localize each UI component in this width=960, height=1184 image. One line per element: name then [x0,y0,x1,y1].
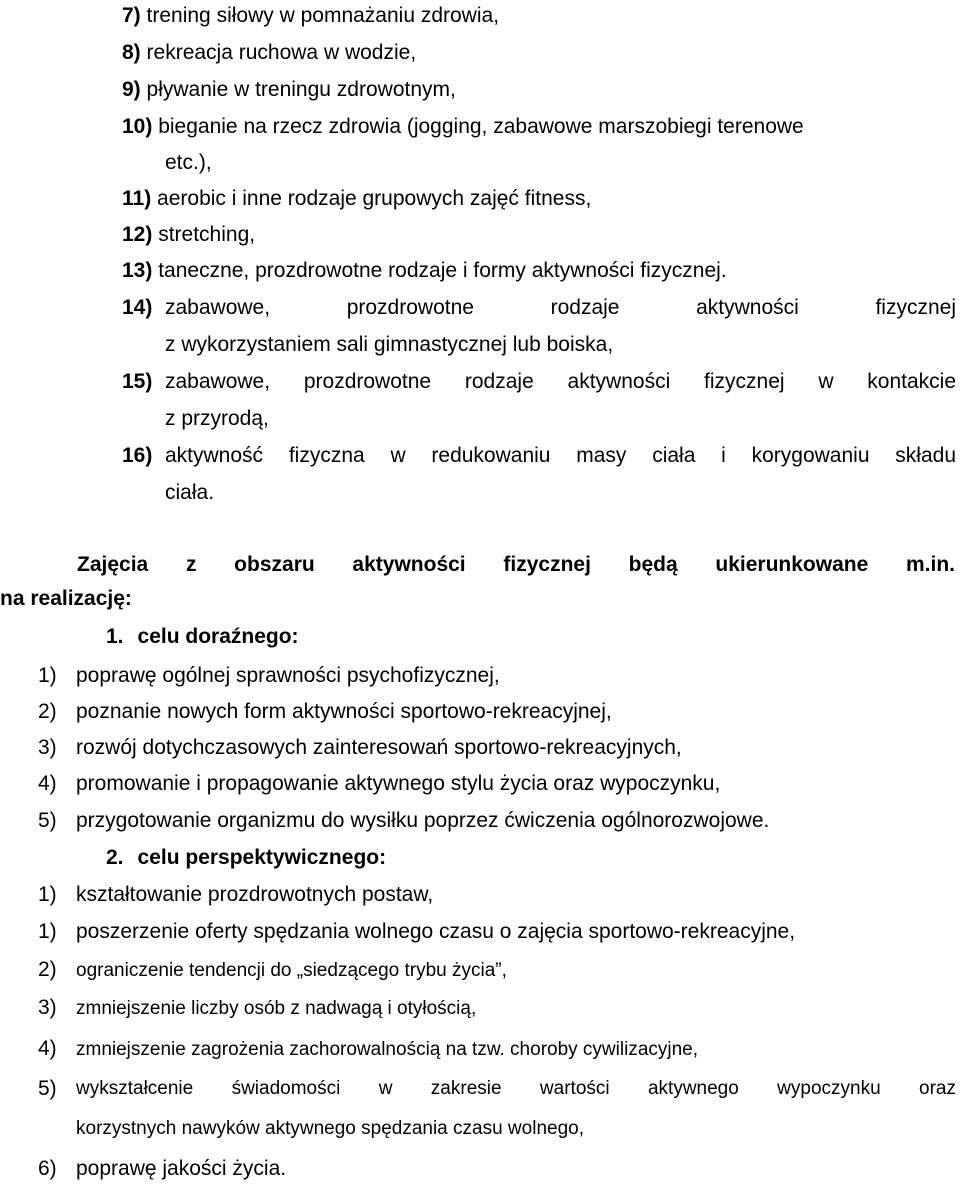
list-number: 5) [38,809,57,832]
list-number: 5) [38,1077,57,1100]
list-text: bieganie na rzecz zdrowia (jogging, zabawowe marszobiegi terenowe [158,115,804,138]
list-text: poszerzenie oferty spędzania wolnego czasu o zajęcia sportowo-rekreacyjne, [76,920,796,943]
list-item [122,40,416,66]
list-item [38,735,682,761]
list-number: 12) [122,223,153,246]
section-heading-long-term-goal [106,845,386,871]
list-text: zmniejszenie zagrożenia zachorowalnością na tzw. choroby cywilizacyjne, [76,1039,699,1060]
list-item-continuation: ciała. [165,481,215,504]
list-text: promowanie i propagowanie aktywnego stylu życia oraz wypoczynku, [76,772,721,795]
list-number: 7) [122,4,141,27]
list-item [38,1076,956,1102]
list-item-continuation: z przyrodą, [165,407,269,430]
list-number: 2) [38,700,57,723]
list-item [122,295,956,321]
list-number: 10) [122,115,153,138]
list-item [38,995,476,1022]
list-text: poprawę ogólnej sprawności psychofizycznej, [76,664,500,687]
list-item [122,369,956,395]
list-item [122,222,255,248]
list-text: rozwój dotychczasowych zainteresowań sportowo-rekreacyjnych, [76,736,682,759]
list-item-continuation: etc.), [165,151,212,174]
intro-paragraph-continuation: na realizację: [0,587,132,610]
list-number: 3) [38,736,57,759]
list-item [38,1156,286,1182]
list-item [38,699,612,725]
list-text: przygotowanie organizmu do wysiłku poprzez ćwiczenia ogólnorozwojowe. [76,809,770,832]
list-text: aktywność fizyczna w redukowaniu masy ciała i korygowaniu składu [165,444,956,467]
intro-paragraph: Zajęcia z obszaru aktywności fizycznej będą ukierunkowane m.in. [77,553,955,576]
list-text: zmniejszenie liczby osób z nadwagą i otyłością, [76,998,477,1019]
list-number: 4) [38,772,57,795]
list-number: 6) [38,1157,57,1180]
list-text: wykształcenie świadomości w zakresie wartości aktywnego wypoczynku oraz [76,1078,956,1099]
list-number: 3) [38,996,57,1019]
section-number: 1. [106,625,124,648]
list-number: 11) [122,187,152,210]
list-item [122,443,956,469]
section-title: celu doraźnego: [137,625,299,648]
list-item [38,919,795,945]
list-number: 16) [122,444,153,467]
list-item [122,3,499,29]
list-text: kształtowanie prozdrowotnych postaw, [76,883,434,906]
list-text: poprawę jakości życia. [76,1157,287,1180]
list-number: 1) [38,664,57,687]
list-text: taneczne, prozdrowotne rodzaje i formy aktywności fizycznej. [158,259,727,282]
list-item [38,882,433,908]
list-text: zabawowe, prozdrowotne rodzaje aktywności fizycznej w kontakcie [165,370,956,393]
list-item [122,258,727,284]
list-text: aerobic i inne rodzaje grupowych zajęć fitness, [157,187,592,210]
list-item [38,808,769,834]
list-item [122,114,804,140]
list-number: 9) [122,78,141,101]
list-number: 4) [38,1037,57,1060]
list-text: poznanie nowych form aktywności sportowo-rekreacyjnej, [76,700,612,723]
list-item [38,957,507,984]
list-number: 1) [38,920,57,943]
list-item [122,77,456,103]
list-number: 8) [122,41,141,64]
section-number: 2. [106,846,124,869]
list-item [38,771,720,797]
list-item [38,1036,698,1063]
list-number: 1) [38,883,57,906]
list-text: rekreacja ruchowa w wodzie, [146,41,417,64]
list-item-continuation: korzystnych nawyków aktywnego spędzania czasu wolnego, [76,1118,584,1139]
list-text: ograniczenie tendencji do „siedzącego trybu życia”, [76,960,507,981]
list-text: zabawowe, prozdrowotne rodzaje aktywności fizycznej [165,296,956,319]
section-heading-immediate-goal [106,624,299,650]
list-text: trening siłowy w pomnażaniu zdrowia, [146,4,500,27]
list-text: pływanie w treningu zdrowotnym, [146,78,456,101]
list-item [122,186,591,212]
list-number: 2) [38,958,57,981]
list-number: 14) [122,296,153,319]
list-number: 13) [122,259,153,282]
list-number: 15) [122,370,153,393]
list-item [38,663,500,689]
list-text: stretching, [158,223,256,246]
list-item-continuation: z wykorzystaniem sali gimnastycznej lub boiska, [165,333,614,356]
section-title: celu perspektywicznego: [137,846,387,869]
